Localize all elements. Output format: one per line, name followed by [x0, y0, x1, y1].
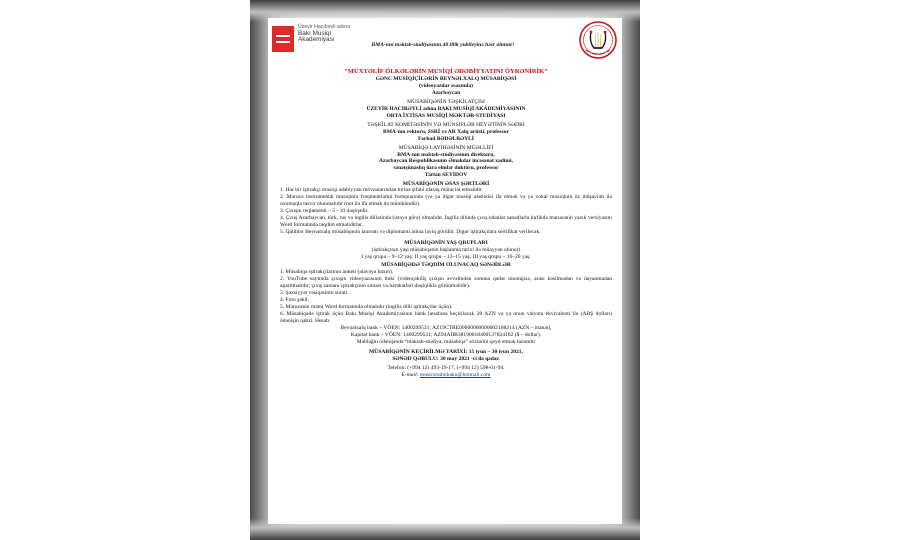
submission-deadline: SƏNƏD QƏBULU: 30 may 2021 -ci ilə qədər. [392, 355, 500, 362]
rule-item: 5. Qaliblər Beynəlxalq müsabiqənin laureatı və diplomantı adına layiq görülür. Digər iştirakçılara sertifikat verilecək. [280, 229, 541, 236]
logo-line-1: Üzeyir Hacıbəyli adına [298, 24, 350, 30]
author-line-1: BMA-nın məktəb-studiyasının direktoru, [397, 151, 495, 158]
document-item: 4. Foto şəkil. [280, 297, 309, 304]
organizer-line-2: ORTA İXTİSAS MUSİQİ MƏKTƏB-STUDİYASI [386, 112, 506, 119]
payment-note: Məbləğin ödənişində “məktəb-studiya, müsabiqə” sözlərini qeyd etmək lazımdır [356, 338, 536, 345]
age-groups-note: (iştirakçının yaşı müsabiqənin başlanma tarixi ilə müəyyən olunur) [371, 247, 521, 254]
rule-item: 3. Çıxışın reqlamenti – 5 - 10 dəqiqədir. [280, 208, 369, 215]
academy-logo-text [298, 24, 350, 44]
email-label: E-mail: [401, 371, 420, 378]
rule-item: 1. Hər bir iştirakçı musiqi ədəbiyyatı mövzularından birinə şifahi olaraq müraciət etməlidir. [280, 187, 483, 194]
country-label: Azərbaycan [431, 89, 461, 96]
age-groups-heading: MÜSABİQƏNİN YAŞ QRUPLARI [404, 240, 488, 247]
document-item: 5. Məruzənin mətni Word formatında olmalıdır (ingilis dilli iştirakçılar üçün). [280, 304, 453, 311]
logo-line-3: Akademiyası [298, 36, 335, 44]
document-page [268, 18, 622, 524]
competition-title: “MÜXTƏLİF ÖLKƏLƏRİN MUSİQİ ƏDƏBİYYATINI ÖYRƏNİRİK” [344, 68, 548, 75]
announcement-body [280, 68, 612, 379]
document-item: 1. Müsabiqə iştirakçılarının anketi (əlavəyə baxın). [280, 269, 394, 276]
documents-heading: MÜSABİQƏDƏ TƏQDİM OLUNACAQ SƏNƏDLƏR [381, 262, 511, 269]
logo-line-2: Bakı Musiqi [298, 29, 332, 37]
anniversary-tagline: BMA-nın məktəb-studiyasının 40 illik yubileyinə həsr olunur! [371, 42, 515, 48]
age-groups-list: I yaş qrupu – 9–12 yaş; II yaş qrupu – 13–15 yaş; III yaş qrupu – 16–20 yaş. [361, 254, 531, 261]
academy-logo-mark-icon [272, 26, 294, 52]
chair-line-2: Fərhad BƏDƏLBƏYLİ [418, 135, 474, 142]
chair-heading: TƏŞKİLAT KOMİTƏSİNİN VƏ MÜNSİFLƏR HEYƏTİNİN SƏDRİ [367, 121, 525, 128]
contact-phone: Telefon: (+994 12) 493-19-17, (+994 12) 598-01-94. [387, 364, 505, 371]
author-heading: MÜSABİQƏ LAYİHƏSİNİN MÜƏLLİFİ [398, 144, 494, 151]
organizer-line-1: ÜZEYİR HACIBƏYLİ adına BAKI MUSİQİ AKADEMİYASININ [366, 105, 526, 112]
chair-line-1: BMA-nın rektoru, SSRİ və AR Xalq artisti, professor [383, 128, 509, 135]
bank-account-1: Beynəlxalq bank – VÖEN: 1400299531; AZ19CTRE00000000000002168214 (AZN – manat), [340, 324, 552, 331]
document-item: 6. Müsabiqədə iştirak üçün Bakı Musiqi Akademiyasının bank hesabına keçiriləcək 20 AZN və ya onun valyuta ekvivalenti ilə (ABŞ dolları) ödənişin qəbzi. Hesab: [280, 311, 612, 325]
rules-heading: MÜSABİQƏNİN ƏSAS ŞƏRTLƏRİ [402, 180, 490, 187]
competition-subtitle-2: (videoyazılar əsasında) [419, 82, 473, 89]
email-link[interactable]: musicstudiobaku@hotmail.com [419, 371, 491, 378]
author-line-4: Tərlan SEYİDOV [424, 172, 468, 179]
rule-item: 4. Çıxış Azərbaycan, türk, rus və ingilis dillərində (istəyə görə) olmalıdır. İngilis dilində çıxış edənlər sənədlərlə birlikdə məruzənin yazılı versiyasını Word formatında təqdim etməlidirlər. [280, 215, 612, 229]
bank-account-2: Kapital bank – VÖEN: 1400299531; AZ94AIIB38190018400137824102 ($ – dollar). [350, 331, 542, 338]
organizer-heading: MÜSABİQƏNİN TƏŞKİLATÇISI [407, 98, 485, 105]
document-item: 3. Şəxsiyyət vəsiqəsinin surəti. [280, 290, 349, 297]
competition-subtitle: GƏNC MUSİQİÇİLƏRİN BEYNƏLXALQ MÜSABİQƏSİ [375, 76, 517, 82]
rule-item: 2. Məruzə instrumental musiqinin fraqmentlərini fortepianoda (və ya digər musiqi alətində) ifa etmək və ya vokal musiqinin öz müşayiəti ilə oxumaqla təsvir olunmalıdır (not ilə ifa etmək də mümkündür). [280, 194, 612, 208]
document-item: 2. YouTube saytında çıxışın videoyazısının linki (videoçəkiliş çıxışın əvvəlindən sonuna qədər montajsız, arası kəsilmədən və dayanmadan aparılmalıdır; çıxış zamanı iştirakçının siması və hərəkətləri dəqiqliklə görünməlidir). [280, 276, 612, 290]
academy-logo [272, 24, 350, 58]
competition-dates: MÜSABİQƏNİN KEÇİRİLMƏ TARİXİ: 15 iyun – 30 iyun 2021. [369, 348, 523, 355]
author-line-3: sənətşünaslıq üzrə elmlər doktoru, professor [393, 165, 499, 172]
author-line-2: Azərbaycan Respublikasının Əməkdar incəsənət xadimi, [379, 158, 513, 165]
contact-email-row [280, 372, 612, 379]
lyre-seal-icon [578, 20, 618, 60]
